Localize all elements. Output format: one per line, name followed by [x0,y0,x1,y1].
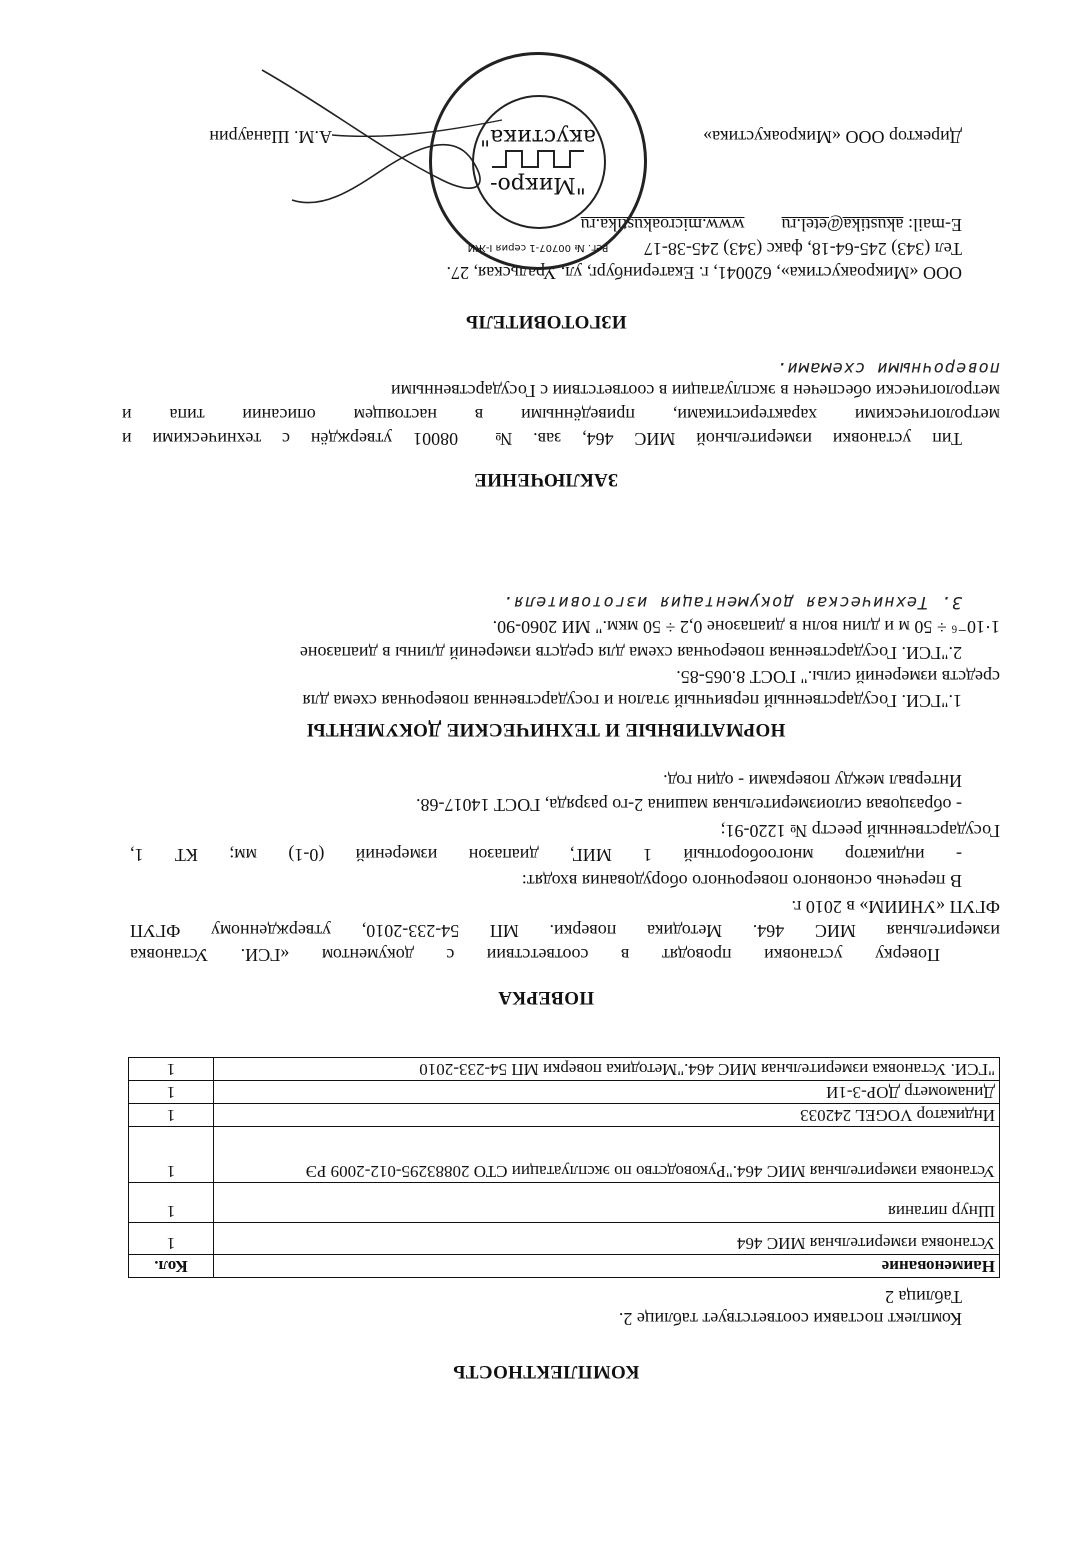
table-row [129,1104,1000,1127]
stamp-reg: Рег. № 00707-1 серия I-ЖИ [467,242,609,253]
row-qty: 1 [129,1183,214,1223]
manufacturer-phone: Тел (343) 245-64-18, факс (343) 245-38-17 [643,239,962,259]
normativ-handwritten-line: 3. Техническая документация изготовителя. [501,592,962,612]
row-name: Шнур питания [214,1183,1000,1223]
section-title-zakluchenie: ЗАКЛЮЧЕНИЕ [473,469,619,490]
manufacturer-contacts [581,214,962,236]
table-row [129,1183,1000,1223]
poverka-line: ФГУП «УНИИМ» в 2010 г. [791,897,1000,917]
poverka-line: В перечень основного поверочного оборудования входят: [521,871,962,891]
stamp-center-bottom: акустика" [480,124,596,149]
table-caption: Таблица 2 [885,1287,962,1307]
poverka-line: Интервал между поверками - один год. [663,771,962,791]
stamp-center-top: "Микро- [490,172,586,197]
normativ-line: 1."ГСИ. Государственный первичный эталон и государственная поверочная схема для [302,691,962,711]
table-row [129,1127,1000,1183]
row-name: Индикатор VOGEL 242033 [214,1104,1000,1127]
row-qty: 1 [129,1058,214,1081]
section-title-izgotovitel: ИЗГОТОВИТЕЛЬ [465,311,627,332]
director-name: А.М. Шанаурин [209,127,332,147]
normativ-line: 1·10⁻⁶ ÷ 50 м и длин волн в диапазоне 0,2 ÷ 50 мкм." МИ 2060-90. [492,617,1000,637]
komplekt-table [128,1057,1000,1278]
row-name: Установка измерительная МИС 464."Руководство по эксплуатации СТО 20883295-012-2009 РЭ [214,1127,1000,1183]
zakluchenie-line: метрологическими характеристиками, приведёнными в настоящем описании типа и [122,405,1000,425]
poverka-line: Государственный реестр № 1220-91; [720,821,1000,841]
row-qty: 1 [129,1127,214,1183]
table-row [129,1058,1000,1081]
row-qty: 1 [129,1081,214,1104]
poverka-line: Поверку установки проводят в соответствии с документом «ГСИ. Установка [130,945,940,965]
zakluchenie-handwritten-line: поверочными схемами. [775,358,1000,378]
zakluchenie-line: метрологически обеспечен в эксплуатации в соответствии с Государственными [390,381,1000,401]
table-row [129,1081,1000,1104]
row-qty: 1 [129,1223,214,1255]
normativ-line: 2."ГСИ. Государственная поверочная схема для средств измерений длины в диапазоне [299,643,962,663]
normativ-line: средств измерений силы." ГОСТ 8.065-85. [676,667,1000,687]
table-header-row [129,1255,1000,1278]
komplekt-intro: Комплект поставки соответствует таблице 2. [618,1309,962,1329]
header-name: Наименование [214,1255,1000,1278]
poverka-line: - образцовая силоизмерительная машина 2-го разряда, ГОСТ 14017-68. [416,795,962,815]
row-name: Установка измерительная МИС 464 [214,1223,1000,1255]
email-label: E-mail: [903,215,962,235]
section-title-poverka: ПОВЕРКА [497,987,595,1008]
email-link[interactable]: akustika@etel.ru [781,215,904,235]
row-qty: 1 [129,1104,214,1127]
director-position: Директор ООО «Микроакустика» [703,127,962,147]
poverka-line: измерительная МИС 464. Методика поверки. МП 54-233-2010, утвержденному ФГУП [130,921,1000,941]
section-title-normativnye: НОРМАТИВНЫЕ И ТЕХНИЧЕСКИЕ ДОКУМЕНТЫ [306,719,786,740]
signature-scribble-icon [252,60,532,220]
poverka-line: - индикатор многооборотный 1 МИГ, диапазон измерений (0-1) мм; КТ 1, [130,845,962,865]
section-title-komplektnost: КОМПЛЕКТНОСТЬ [452,1361,640,1382]
row-name: "ГСИ. Установка измерительная МИС 464."Методика поверки МП 54-233-2010 [214,1058,1000,1081]
table-row [129,1223,1000,1255]
zakluchenie-line: Тип установки измерительной МИС 464, зав. № 08001 утверждён с техническими и [122,429,962,449]
row-name: Динамометр ДОР-3-1И [214,1081,1000,1104]
website-link[interactable]: www.microakustika.ru [580,215,745,235]
header-qty: Кол. [129,1255,214,1278]
manufacturer-address: ООО «Микроакустика», 620041, г. Екатеринбург, ул. Уральская, 27. [446,263,962,283]
